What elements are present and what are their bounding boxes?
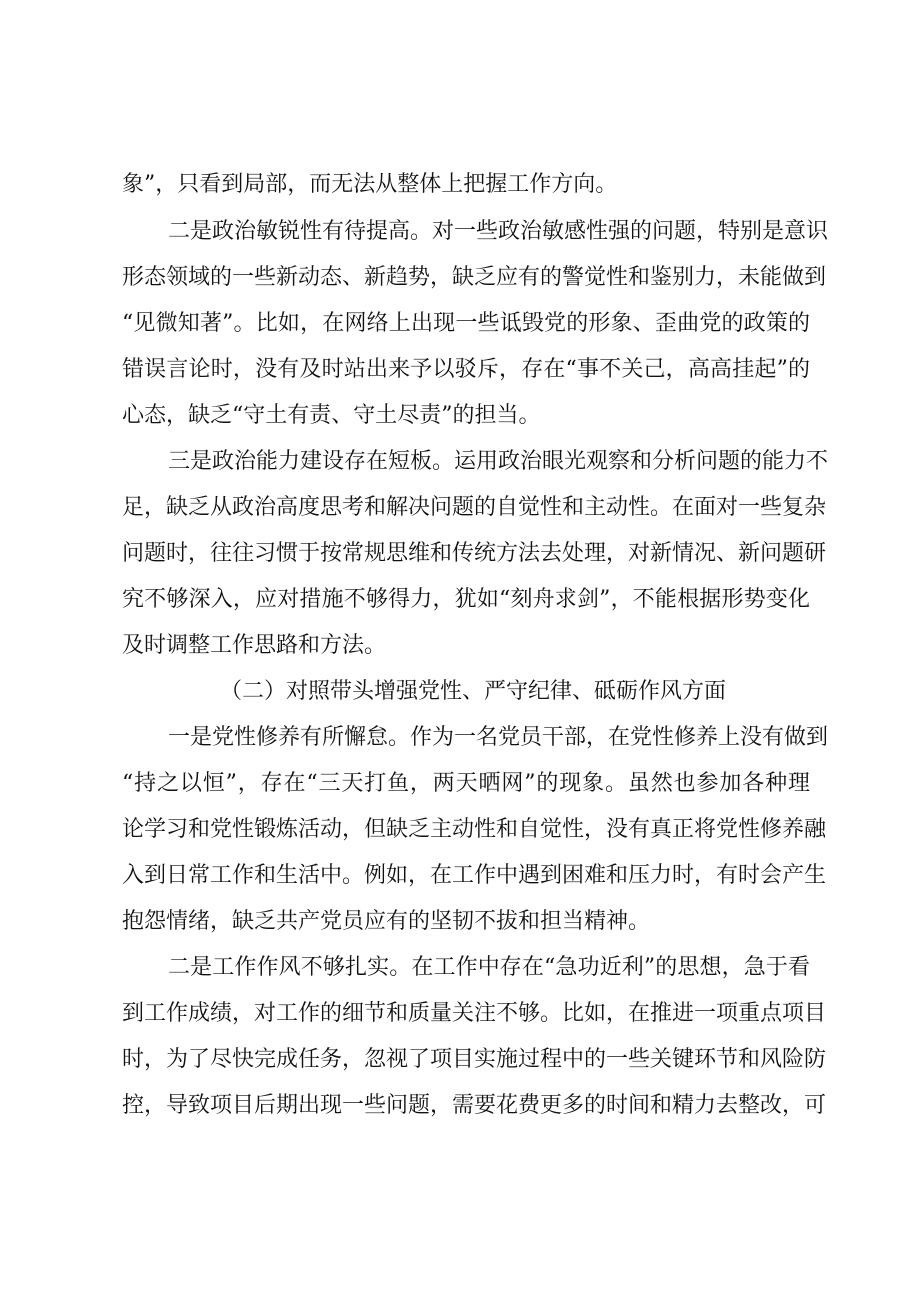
text-line: 入到日常工作和生活中。例如，在工作中遇到困难和压力时，有时会产生	[122, 863, 827, 888]
text-line: 形态领域的一些新动态、新趋势，缺乏应有的警觉性和鉴别力，未能做到	[122, 265, 827, 290]
text-line: 论学习和党性锻炼活动，但缺乏主动性和自觉性，没有真正将党性修养融	[122, 817, 827, 842]
section-heading: （二）对照带头增强党性、严守纪律、砥砺作风方面	[220, 679, 727, 704]
text-line: 错误言论时，没有及时站出来予以驳斥，存在“事不关己，高高挂起”的	[122, 357, 810, 382]
text-line: 问题时，往往习惯于按常规思维和传统方法去处理，对新情况、新问题研	[122, 541, 827, 566]
text-line: 究不够深入，应对措施不够得力，犹如“刻舟求剑”，不能根据形势变化	[122, 587, 810, 612]
text-line: 一是党性修养有所懈怠。作为一名党员干部，在党性修养上没有做到	[168, 725, 829, 750]
text-line: 三是政治能力建设存在短板。运用政治眼光观察和分析问题的能力不	[168, 449, 829, 474]
text-line: “持之以恒”，存在“三天打鱼，两天晒网”的现象。虽然也参加各种理	[122, 771, 810, 796]
text-line: “见微知著”。比如，在网络上出现一些诋毁党的形象、歪曲党的政策的	[122, 311, 810, 336]
text-line: 控，导致项目后期出现一些问题，需要花费更多的时间和精力去整改，可	[122, 1093, 827, 1118]
text-line: 到工作成绩，对工作的细节和质量关注不够。比如，在推进一项重点项目	[122, 1001, 827, 1026]
text-line: 时，为了尽快完成任务，忽视了项目实施过程中的一些关键环节和风险防	[122, 1047, 827, 1072]
text-line: 抱怨情绪，缺乏共产党员应有的坚韧不拔和担当精神。	[122, 909, 651, 934]
text-line: 足，缺乏从政治高度思考和解决问题的自觉性和主动性。在面对一些复杂	[122, 495, 827, 520]
text-line: 二是工作作风不够扎实。在工作中存在“急功近利”的思想，急于看	[168, 955, 810, 980]
text-line: 象”，只看到局部，而无法从整体上把握工作方向。	[122, 172, 618, 197]
text-line: 二是政治敏锐性有待提高。对一些政治敏感性强的问题，特别是意识	[168, 219, 829, 244]
text-line: 心态，缺乏“守土有责、守土尽责”的担当。	[122, 403, 541, 428]
text-line: 及时调整工作思路和方法。	[122, 633, 387, 658]
